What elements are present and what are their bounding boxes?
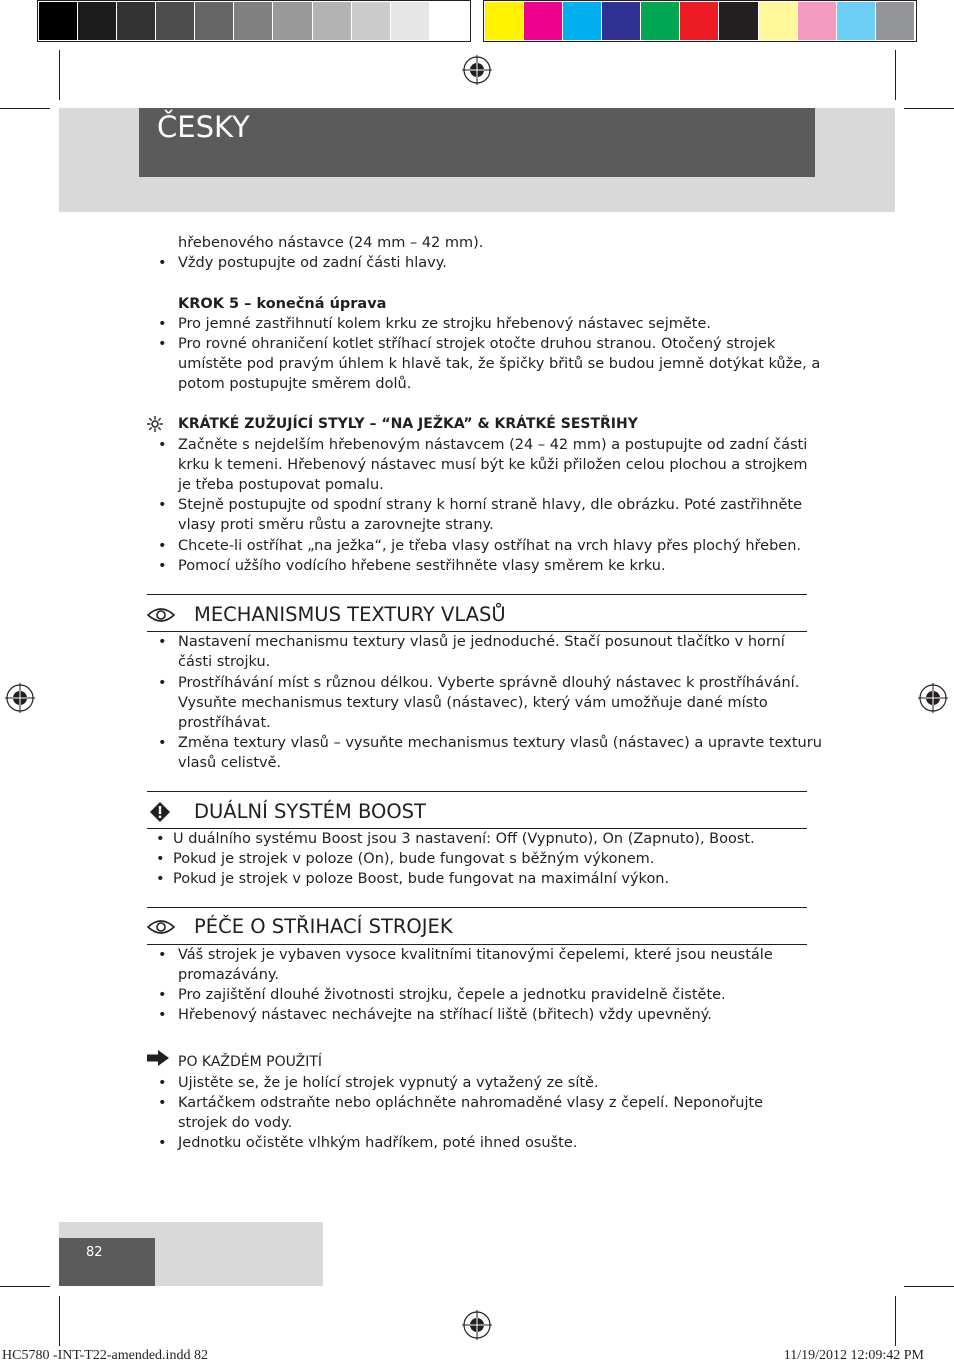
crop-mark bbox=[904, 1286, 954, 1287]
process-color-bar bbox=[483, 0, 917, 42]
text-line: Změna textury vlasů – vysuňte mechanismus textury vlasů (nástavec) a upravte texturu bbox=[178, 735, 822, 751]
text-line: strojek do vody. bbox=[178, 1115, 293, 1131]
bullet: • bbox=[158, 735, 167, 751]
text-line: potom postupujte směrem dolů. bbox=[178, 376, 412, 392]
grayscale-color-bar bbox=[37, 0, 471, 42]
text-line: prostříhávat. bbox=[178, 715, 271, 731]
text-line: Pro jemné zastřihnutí kolem krku ze strojku hřebenový nástavec sejměte. bbox=[178, 316, 712, 332]
text-line: je třeba postupovat pomalu. bbox=[178, 477, 384, 493]
print-slug-date: 11/19/2012 12:09:42 PM bbox=[783, 1348, 924, 1363]
bullet: • bbox=[158, 1095, 167, 1111]
text-line: Kartáčkem odstraňte nebo opláchněte nahromaděné vlasy z čepelí. Neponořujte bbox=[178, 1095, 764, 1111]
eye-icon bbox=[147, 918, 175, 936]
bullet: • bbox=[158, 558, 167, 574]
page-title: ČESKY bbox=[157, 110, 250, 144]
text-line: krku k temeni. Hřebenový nástavec musí být ke kůži přiložen celou plochou a strojkem bbox=[178, 457, 808, 473]
text-line: Vždy postupujte od zadní části hlavy. bbox=[178, 255, 447, 271]
crop-mark bbox=[895, 1296, 896, 1346]
eye-icon bbox=[147, 606, 175, 624]
text-line: U duálního systému Boost jsou 3 nastavení: Off (Vypnuto), On (Zapnuto), Boost. bbox=[173, 831, 755, 847]
color-swatch bbox=[485, 2, 523, 40]
text-line: Pro rovné ohraničení kotlet stříhací strojek otočte druhou stranou. Otočený strojek bbox=[178, 336, 776, 352]
text-line: Hřebenový nástavec nechávejte na stříhací liště (břitech) vždy upevněný. bbox=[178, 1007, 712, 1023]
bullet: • bbox=[158, 497, 167, 513]
color-swatch bbox=[39, 2, 77, 40]
bullet: • bbox=[158, 947, 167, 963]
bullet: • bbox=[158, 316, 167, 332]
bullet: • bbox=[158, 538, 167, 554]
bullet: • bbox=[158, 437, 167, 453]
text-line: vlasy proti směru růstu a zarovnejte strany. bbox=[178, 517, 494, 533]
text-line: Začněte s nejdelším hřebenovým nástavcem (24 – 42 mm) a postupujte od zadní části bbox=[178, 437, 808, 453]
color-swatch bbox=[352, 2, 390, 40]
text-line: Váš strojek je vybaven vysoce kvalitními titanovými čepelemi, které jsou neustále bbox=[178, 947, 773, 963]
text-line: Chcete-li ostříhat „na ježka“, je třeba vlasy ostříhat na vrch hlavy přes plochý hřeben. bbox=[178, 538, 802, 554]
text-line: Pro zajištění dlouhé životnosti strojku, čepele a jednotku pravidelně čistěte. bbox=[178, 987, 726, 1003]
text-line: promazávány. bbox=[178, 967, 280, 983]
print-slug-file: HC5780 -INT-T22-amended.indd 82 bbox=[2, 1348, 208, 1363]
crop-mark bbox=[0, 108, 50, 109]
color-swatch bbox=[876, 2, 914, 40]
registration-mark-icon bbox=[462, 55, 492, 85]
text-line: hřebenového nástavce (24 mm – 42 mm). bbox=[178, 235, 484, 251]
bullet: • bbox=[156, 831, 165, 847]
color-swatch bbox=[524, 2, 562, 40]
page-number: 82 bbox=[86, 1245, 103, 1260]
section-title: DUÁLNÍ SYSTÉM BOOST bbox=[194, 800, 426, 823]
section-rule bbox=[147, 594, 807, 595]
bullet: • bbox=[158, 675, 167, 691]
text-line: Vysuňte mechanismus textury vlasů (nástavec), který vám umožňuje dané místo bbox=[178, 695, 768, 711]
text-line: umístěte pod pravým úhlem k hlavě tak, že špičky břitů se budou jemně dotýkat kůže, a bbox=[178, 356, 821, 372]
color-swatch bbox=[837, 2, 875, 40]
section-rule bbox=[147, 907, 807, 908]
warning-icon bbox=[149, 801, 171, 823]
color-swatch bbox=[719, 2, 757, 40]
text-line: Pokud je strojek v poloze (On), bude fungovat s běžným výkonem. bbox=[173, 851, 655, 867]
bullet: • bbox=[156, 871, 165, 887]
color-swatch bbox=[798, 2, 836, 40]
color-swatch bbox=[313, 2, 351, 40]
text-line: Pomocí užšího vodícího hřebene sestřihněte vlasy směrem ke krku. bbox=[178, 558, 666, 574]
text-line: Prostříhávání míst s různou délkou. Vyberte správně dlouhý nástavec k prostříhávání. bbox=[178, 675, 800, 691]
bullet: • bbox=[158, 987, 167, 1003]
crop-mark bbox=[904, 108, 954, 109]
bullet: • bbox=[158, 634, 167, 650]
color-swatch bbox=[273, 2, 311, 40]
color-swatch bbox=[430, 2, 468, 40]
text-line: Jednotku očistěte vlhkým hadříkem, poté ihned osušte. bbox=[178, 1135, 578, 1151]
text-line: Pokud je strojek v poloze Boost, bude fungovat na maximální výkon. bbox=[173, 871, 670, 887]
color-swatch bbox=[680, 2, 718, 40]
crop-mark bbox=[895, 50, 896, 100]
crop-mark bbox=[0, 1286, 50, 1287]
text-line: Stejně postupujte od spodní strany k horní straně hlavy, dle obrázku. Poté zastřihněte bbox=[178, 497, 803, 513]
crop-mark bbox=[59, 1296, 60, 1346]
registration-mark-icon bbox=[5, 683, 35, 713]
color-swatch bbox=[195, 2, 233, 40]
registration-mark-icon bbox=[462, 1310, 492, 1340]
text-line: Ujistěte se, že je holící strojek vypnutý a vytažený ze sítě. bbox=[178, 1075, 599, 1091]
section-title: PÉČE O STŘIHACÍ STROJEK bbox=[194, 915, 453, 938]
color-swatch bbox=[391, 2, 429, 40]
arrow-right-icon bbox=[147, 1050, 169, 1066]
section-subheading: PO KAŽDÉM POUŽITÍ bbox=[178, 1054, 323, 1070]
color-swatch bbox=[156, 2, 194, 40]
page-number-box bbox=[59, 1238, 155, 1286]
sun-icon bbox=[147, 416, 163, 432]
registration-mark-icon bbox=[918, 683, 948, 713]
color-swatch bbox=[117, 2, 155, 40]
section-subheading: KRÁTKÉ ZUŽUJÍCÍ STYLY – “NA JEŽKA” & KRÁTKÉ SESTŘIHY bbox=[178, 416, 638, 432]
bullet: • bbox=[158, 1007, 167, 1023]
color-swatch bbox=[759, 2, 797, 40]
color-swatch bbox=[641, 2, 679, 40]
text-line: vlasů celistvě. bbox=[178, 755, 282, 771]
section-title: MECHANISMUS TEXTURY VLASŮ bbox=[194, 603, 506, 626]
crop-mark bbox=[59, 50, 60, 100]
bullet: • bbox=[158, 255, 167, 271]
text-line: Nastavení mechanismu textury vlasů je jednoduché. Stačí posunout tlačítko v horní bbox=[178, 634, 785, 650]
color-swatch bbox=[78, 2, 116, 40]
text-line: části strojku. bbox=[178, 654, 271, 670]
color-swatch bbox=[602, 2, 640, 40]
bullet: • bbox=[158, 1075, 167, 1091]
bullet: • bbox=[156, 851, 165, 867]
bullet: • bbox=[158, 336, 167, 352]
section-rule bbox=[147, 791, 807, 792]
color-swatch bbox=[563, 2, 601, 40]
step-heading: KROK 5 – konečná úprava bbox=[178, 296, 387, 312]
bullet: • bbox=[158, 1135, 167, 1151]
color-swatch bbox=[234, 2, 272, 40]
